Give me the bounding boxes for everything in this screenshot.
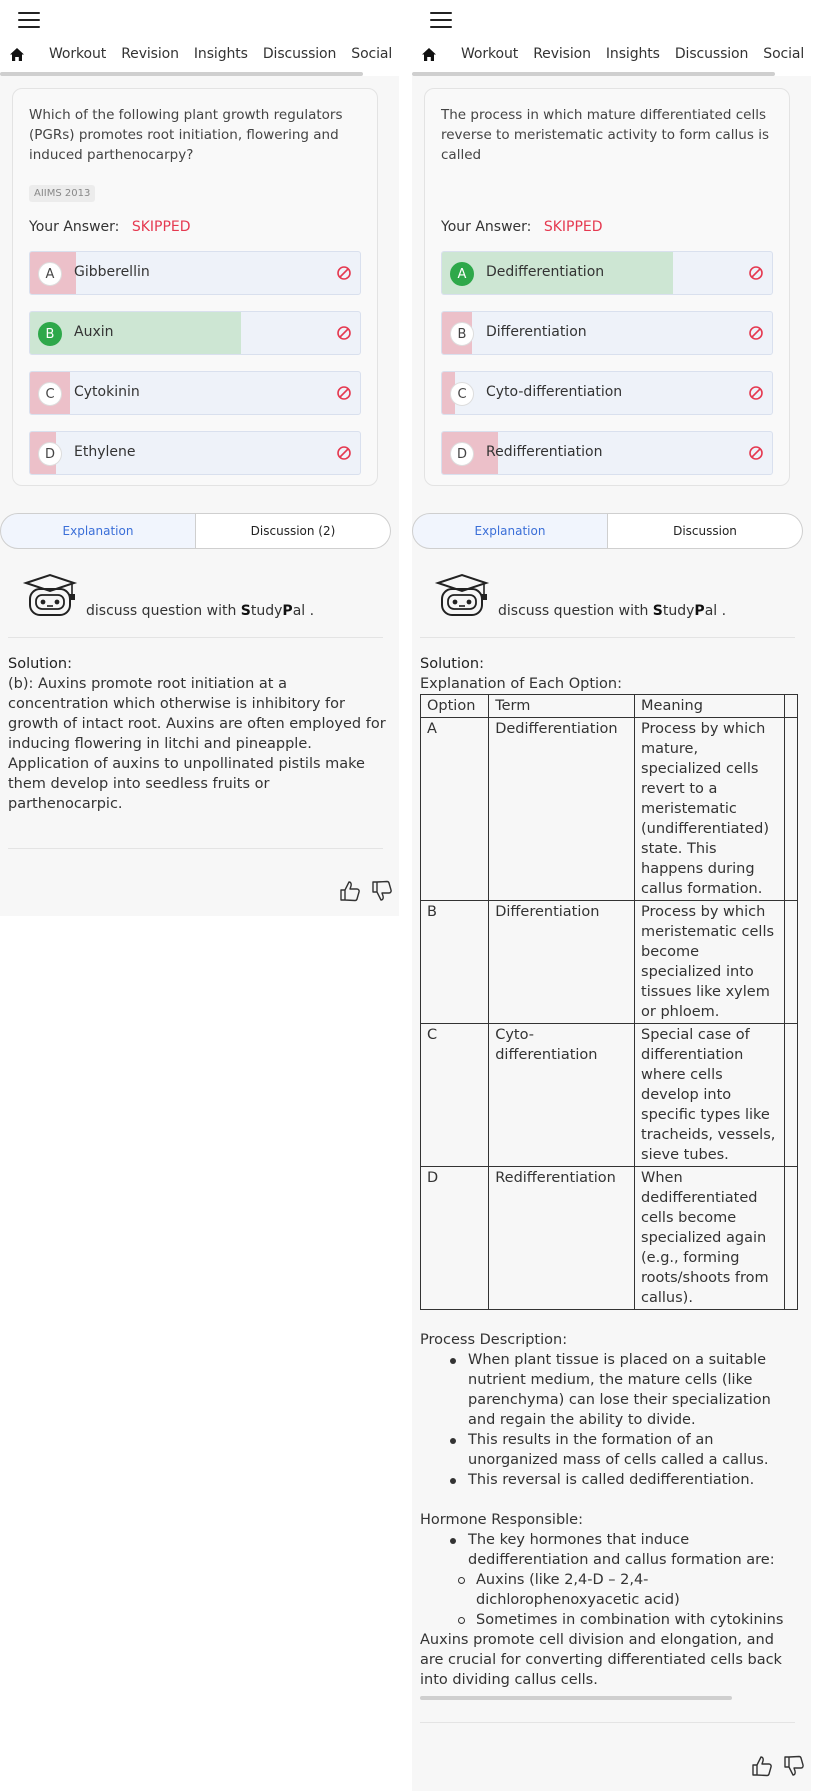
answer-status: SKIPPED (131, 219, 191, 235)
table-row (421, 901, 798, 1024)
question-card (424, 88, 790, 486)
hamburger-menu-icon[interactable] (18, 12, 40, 30)
option-text: Auxin (74, 324, 114, 340)
list-item: When plant tissue is placed on a suitable nutrient medium, the mature cells (like parenchyma) can lose their specialization and regain the ability to divide. (446, 1350, 798, 1430)
option-text: Cyto-differentiation (486, 384, 623, 400)
nav-workout[interactable]: Workout (49, 46, 107, 62)
table-cell: D (421, 1167, 489, 1310)
thumbs-down-icon[interactable] (371, 880, 393, 902)
hormone-list (420, 1530, 798, 1570)
studypal-brand-tudy: tudy (662, 603, 695, 619)
table-cell: When dedifferentiated cells become specialized again (e.g., forming roots/shoots from callus). (635, 1167, 785, 1310)
tab-discussion[interactable]: Discussion (608, 513, 803, 549)
studypal-brand-p: P (282, 603, 293, 619)
tab-explanation[interactable]: Explanation (412, 513, 608, 549)
nav-scrollbar[interactable] (412, 72, 775, 76)
table-header-extra (784, 695, 797, 718)
explanation-heading: Explanation of Each Option: (420, 676, 623, 692)
thumbs-down-icon[interactable] (783, 1755, 805, 1777)
table-header: Option (421, 695, 489, 718)
not-attempted-icon (336, 325, 352, 341)
your-answer (441, 219, 603, 235)
feedback-buttons (339, 880, 393, 902)
answer-status: SKIPPED (543, 219, 603, 235)
option-letter: B (450, 322, 474, 346)
explanation-table (420, 694, 798, 1310)
option-c[interactable] (441, 371, 773, 415)
option-text: Redifferentiation (486, 444, 603, 460)
not-attempted-icon (748, 445, 764, 461)
top-bar (0, 0, 399, 76)
question-panel-left (0, 0, 399, 916)
option-a[interactable] (441, 251, 773, 295)
nav-social[interactable]: Social (763, 46, 805, 62)
table-cell-extra (784, 718, 797, 901)
nav-discussion[interactable]: Discussion (674, 46, 749, 62)
table-cell-extra (784, 901, 797, 1024)
not-attempted-icon (748, 385, 764, 401)
solution-block (420, 654, 798, 1690)
table-cell-extra (784, 1167, 797, 1310)
solution-tabs (412, 513, 803, 549)
not-attempted-icon (748, 325, 764, 341)
nav-insights[interactable]: Insights (605, 46, 660, 62)
studypal-suffix: . (309, 603, 315, 619)
hormone-sublist (420, 1570, 798, 1630)
not-attempted-icon (336, 385, 352, 401)
nav-discussion[interactable]: Discussion (262, 46, 337, 62)
table-cell-extra (784, 1024, 797, 1167)
option-text: Ethylene (74, 444, 136, 460)
hamburger-menu-icon[interactable] (430, 12, 452, 30)
nav-workout[interactable]: Workout (461, 46, 519, 62)
table-cell: Process by which mature, specialized cells revert to a meristematic (undifferentiated) state. This happens during callus formation. (635, 718, 785, 901)
option-letter: A (38, 262, 62, 286)
solution-title: Solution: (8, 656, 72, 672)
studypal-text (86, 603, 314, 619)
your-answer-label: Your Answer: (441, 219, 532, 235)
nav-revision[interactable]: Revision (121, 46, 179, 62)
studypal-brand-p: P (694, 603, 705, 619)
list-item: Auxins (like 2,4-D – 2,4-dichlorophenoxyacetic acid) (454, 1570, 798, 1610)
studypal-brand-s: S (652, 603, 663, 619)
option-text: Dedifferentiation (486, 264, 605, 280)
table-header: Meaning (635, 695, 785, 718)
divider (8, 848, 383, 849)
divider (420, 637, 795, 638)
list-item: The key hormones that induce dedifferentiation and callus formation are: (446, 1530, 798, 1570)
table-header-row (421, 695, 798, 718)
option-a[interactable] (29, 251, 361, 295)
table-cell: Special case of differentiation where cells develop into specific types like tracheids, vessels, sieve tubes. (635, 1024, 785, 1167)
studypal-prompt[interactable] (22, 573, 382, 625)
nav-revision[interactable]: Revision (533, 46, 591, 62)
question-text: The process in which mature differentiated cells reverse to meristematic activity to form callus is called (441, 107, 769, 163)
nav-bar (0, 42, 399, 66)
option-letter: D (450, 442, 474, 466)
studypal-prompt[interactable] (434, 573, 794, 625)
list-item: Sometimes in combination with cytokinins (454, 1610, 798, 1630)
list-item: This reversal is called dedifferentiation. (446, 1470, 798, 1490)
question-panel-right (412, 0, 811, 1791)
not-attempted-icon (336, 445, 352, 461)
table-cell: C (421, 1024, 489, 1167)
horizontal-scrollbar[interactable] (420, 1696, 732, 1700)
option-b[interactable] (29, 311, 361, 355)
question-card (12, 88, 378, 486)
nav-social[interactable]: Social (351, 46, 393, 62)
tab-discussion[interactable]: Discussion (2) (196, 513, 391, 549)
feedback-buttons (751, 1755, 805, 1777)
option-letter: C (38, 382, 62, 406)
solution-block (8, 654, 386, 814)
studypal-brand-tudy: tudy (250, 603, 283, 619)
option-letter: B (38, 322, 62, 346)
list-item: This results in the formation of an unorganized mass of cells called a callus. (446, 1430, 798, 1470)
option-b[interactable] (441, 311, 773, 355)
table-cell: B (421, 901, 489, 1024)
studypal-text (498, 603, 726, 619)
table-row (421, 1167, 798, 1310)
nav-scrollbar[interactable] (0, 72, 363, 76)
robot-graduate-icon (434, 573, 490, 617)
table-row (421, 1024, 798, 1167)
table-cell: A (421, 718, 489, 901)
studypal-suffix: . (721, 603, 727, 619)
option-text: Gibberellin (74, 264, 150, 280)
home-icon[interactable] (0, 47, 34, 62)
nav-insights[interactable]: Insights (193, 46, 248, 62)
tab-explanation[interactable]: Explanation (0, 513, 196, 549)
option-text: Differentiation (486, 324, 587, 340)
table-cell: Redifferentiation (489, 1167, 635, 1310)
question-text: Which of the following plant growth regulators (PGRs) promotes root initiation, flowering and induced parthenocarpy? (29, 107, 343, 163)
table-cell: Differentiation (489, 901, 635, 1024)
not-attempted-icon (336, 265, 352, 281)
option-letter: A (450, 262, 474, 286)
not-attempted-icon (748, 265, 764, 281)
option-text: Cytokinin (74, 384, 140, 400)
solution-title: Solution: (420, 656, 484, 672)
option-letter: D (38, 442, 62, 466)
studypal-brand-al: al (704, 603, 718, 619)
table-cell: Process by which meristematic cells become specialized into tissues like xylem or phloem. (635, 901, 785, 1024)
hormone-heading: Hormone Responsible: (420, 1512, 583, 1528)
thumbs-up-icon[interactable] (751, 1755, 773, 1777)
nav-bar (412, 42, 811, 66)
option-c[interactable] (29, 371, 361, 415)
process-heading: Process Description: (420, 1332, 568, 1348)
solution-text: (b): Auxins promote root initiation at a concentration which otherwise is inhibitory for growth of intact root. Auxins are often employed for inducing flowering in litchi and pineapple. Application of auxins to unpollinated pistils make them develop into seedless fruits or parthenocarpic. (8, 676, 386, 812)
studypal-prefix: discuss question with (498, 603, 649, 619)
robot-graduate-icon (22, 573, 78, 617)
table-cell: Dedifferentiation (489, 718, 635, 901)
table-header: Term (489, 695, 635, 718)
table-cell: Cyto-differentiation (489, 1024, 635, 1167)
option-d[interactable] (441, 431, 773, 475)
studypal-brand-al: al (292, 603, 306, 619)
exam-tag: AIIMS 2013 (29, 185, 95, 202)
your-answer (29, 219, 191, 235)
studypal-prefix: discuss question with (86, 603, 237, 619)
option-letter: C (450, 382, 474, 406)
solution-tabs (0, 513, 391, 549)
process-list (420, 1350, 798, 1490)
divider (8, 637, 383, 638)
top-bar (412, 0, 811, 76)
option-d[interactable] (29, 431, 361, 475)
closing-text: Auxins promote cell division and elongation, and are crucial for converting differentiated cells back into dividing callus cells. (420, 1632, 782, 1688)
divider (420, 1722, 795, 1723)
table-row (421, 718, 798, 901)
studypal-brand-s: S (240, 603, 251, 619)
home-icon[interactable] (412, 47, 446, 62)
your-answer-label: Your Answer: (29, 219, 120, 235)
thumbs-up-icon[interactable] (339, 880, 361, 902)
